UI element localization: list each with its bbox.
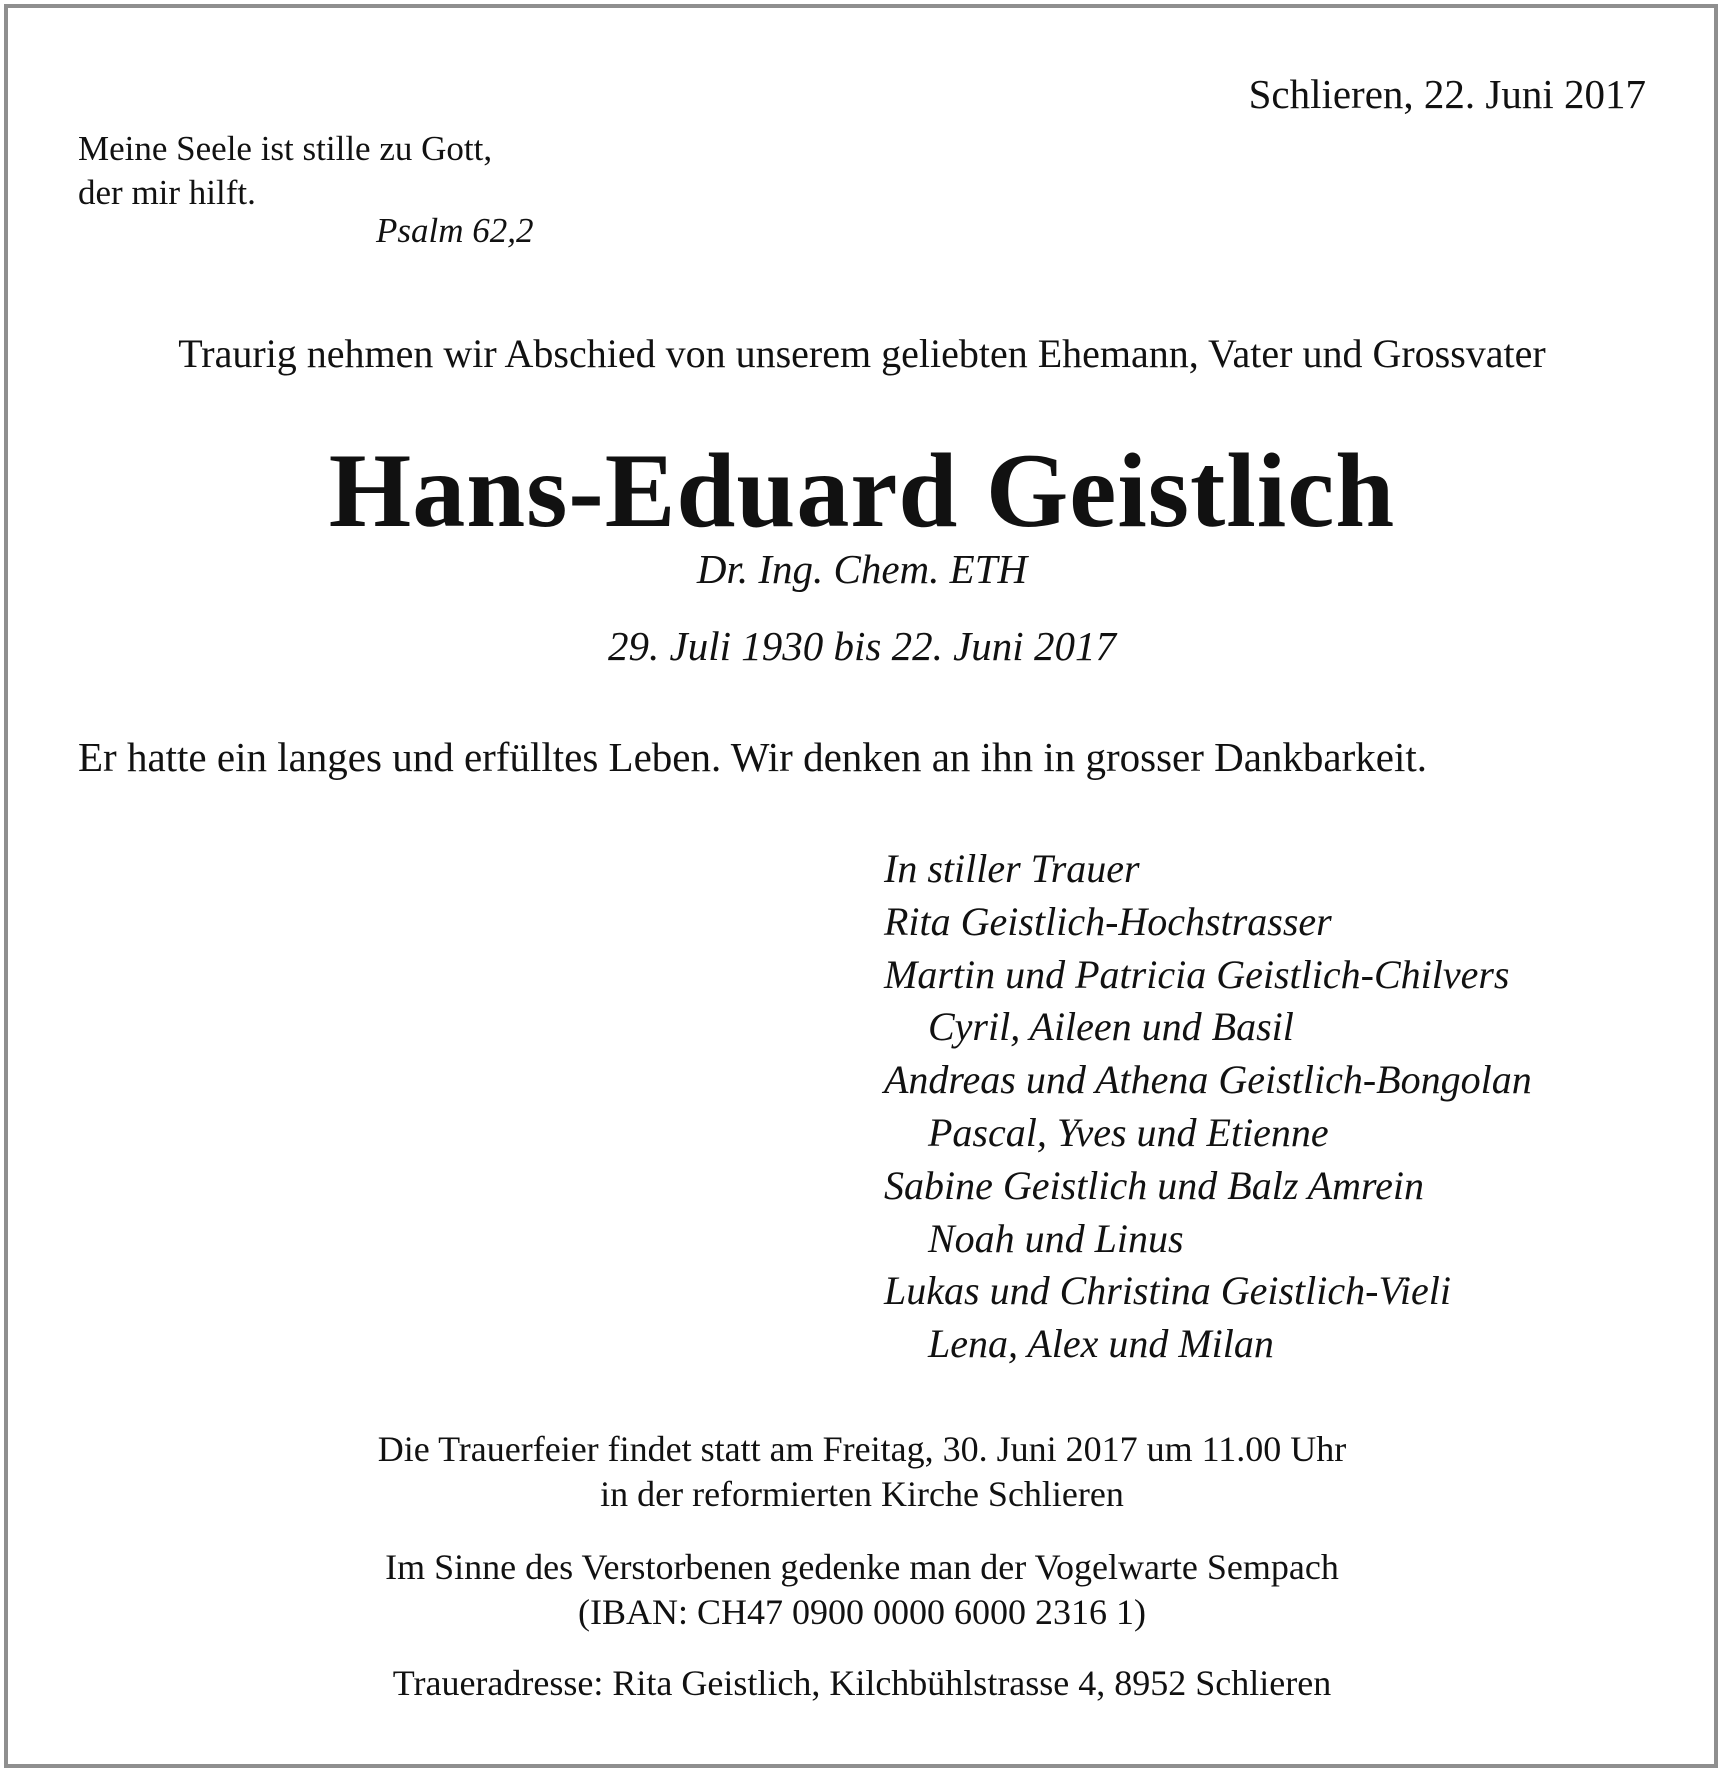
- donation-line-1: Im Sinne des Verstorbenen gedenke man der Vogelwarte Sempach: [385, 1547, 1339, 1587]
- mourner-line: Martin und Patricia Geistlich-Chilvers: [884, 951, 1510, 997]
- mourner-line: Rita Geistlich-Hochstrasser: [884, 898, 1332, 944]
- mourning-address: Traueradresse: Rita Geistlich, Kilchbühlstrasse 4, 8952 Schlieren: [392, 1663, 1332, 1703]
- psalm-line-1: Meine Seele ist stille zu Gott,: [78, 129, 493, 168]
- service-line-1: Die Trauerfeier findet statt am Freitag, 30. Juni 2017 um 11.00 Uhr: [377, 1429, 1347, 1469]
- intro-text: Traurig nehmen wir Abschied von unserem geliebten Ehemann, Vater und Grossvater: [178, 331, 1546, 376]
- donation-iban: (IBAN: CH47 0900 0000 6000 2316 1): [578, 1592, 1146, 1632]
- mourner-children-line: Cyril, Aileen und Basil: [928, 1004, 1294, 1050]
- deceased-name: Hans-Eduard Geistlich: [328, 432, 1396, 549]
- service-line-2: in der reformierten Kirche Schlieren: [600, 1474, 1124, 1514]
- mourner-line: Lukas und Christina Geistlich-Vieli: [884, 1268, 1452, 1314]
- funeral-service-info: [0, 1427, 1724, 1517]
- donation-info: [0, 1545, 1724, 1635]
- mourner-children-line: Lena, Alex und Milan: [928, 1321, 1274, 1367]
- place-date: Schlieren, 22. Juni 2017: [1248, 71, 1646, 117]
- mourner-children-line: Noah und Linus: [928, 1215, 1184, 1261]
- psalm-quote: [78, 127, 492, 215]
- mourner-line: Sabine Geistlich und Balz Amrein: [884, 1162, 1424, 1208]
- deceased-lifespan: 29. Juli 1930 bis 22. Juni 2017: [608, 623, 1116, 669]
- psalm-reference: Psalm 62,2: [376, 211, 534, 250]
- mourners-list: [884, 843, 1532, 1371]
- mourner-line: Andreas und Athena Geistlich-Bongolan: [884, 1057, 1532, 1103]
- remembrance-quote: Er hatte ein langes und erfülltes Leben. Wir denken an ihn in grosser Dankbarkeit.: [78, 734, 1428, 780]
- mourners-heading: In stiller Trauer: [884, 846, 1140, 891]
- psalm-line-2: der mir hilft.: [78, 173, 256, 212]
- deceased-title: Dr. Ing. Chem. ETH: [696, 546, 1028, 592]
- mourner-children-line: Pascal, Yves und Etienne: [928, 1109, 1329, 1155]
